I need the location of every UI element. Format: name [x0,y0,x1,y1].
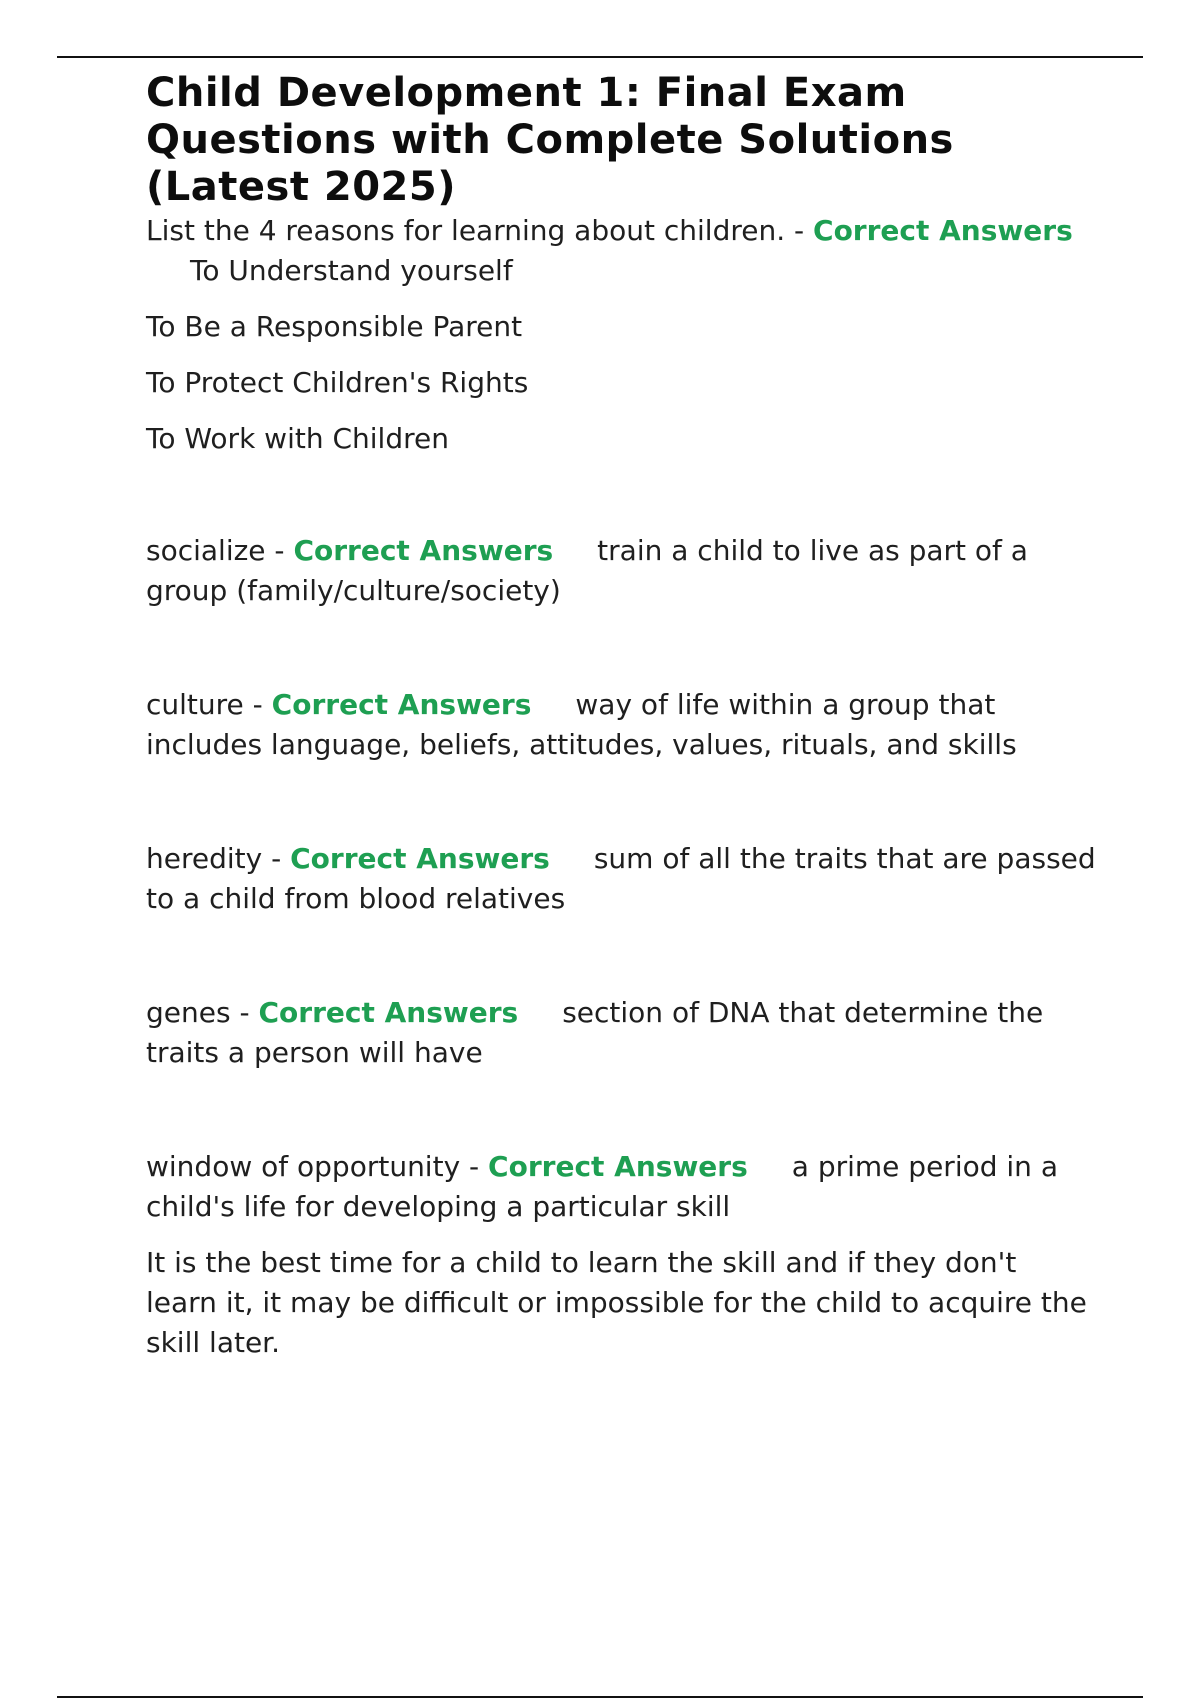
qa-item [146,531,1096,611]
question-term: window of opportunity - [146,1150,489,1183]
bottom-rule [57,1696,1143,1698]
answer-text: way of life within a group that includes language, beliefs, attitudes, values, rituals, and skills [146,688,1017,761]
answer-extra-line: To Be a Responsible Parent [146,310,523,343]
correct-answers-label: Correct Answers [258,996,519,1029]
correct-answers-label: Correct Answers [293,534,554,567]
qa-item [146,993,1096,1073]
answer-extra-line: To Work with Children [146,422,449,455]
answer-extra-line: It is the best time for a child to learn the skill and if they don't learn it, it may be difficult or impossible for the child to acquire the skill later. [146,1246,1087,1359]
answer-extra-line: To Protect Children's Rights [146,366,529,399]
question-term: List the 4 reasons for learning about children. - [146,214,814,247]
answer-text: a prime period in a child's life for developing a particular skill [146,1150,1058,1223]
top-rule [57,56,1143,58]
correct-answers-label: Correct Answers [290,842,550,875]
question-term: genes - [146,996,259,1029]
correct-answers-label: Correct Answers [488,1150,748,1183]
qa-item [146,839,1096,919]
question-term: heredity - [146,842,291,875]
qa-item [146,211,1096,291]
answer-text: section of DNA that determine the traits a person will have [146,996,1044,1069]
qa-item [146,685,1096,765]
document-title: Child Development 1: Final Exam Questions with Complete Solutions (Latest 2025) [146,70,954,210]
document-body [146,70,1096,1363]
question-term: socialize - [146,534,294,567]
answer-text: train a child to live as part of a group (family/culture/society) [146,534,1028,607]
correct-answers-label: Correct Answers [813,214,1073,247]
correct-answers-label: Correct Answers [271,688,532,721]
qa-item [146,1147,1096,1227]
answer-text: sum of all the traits that are passed to a child from blood relatives [146,842,1096,915]
answer-text: To Understand yourself [190,254,513,287]
question-term: culture - [146,688,272,721]
